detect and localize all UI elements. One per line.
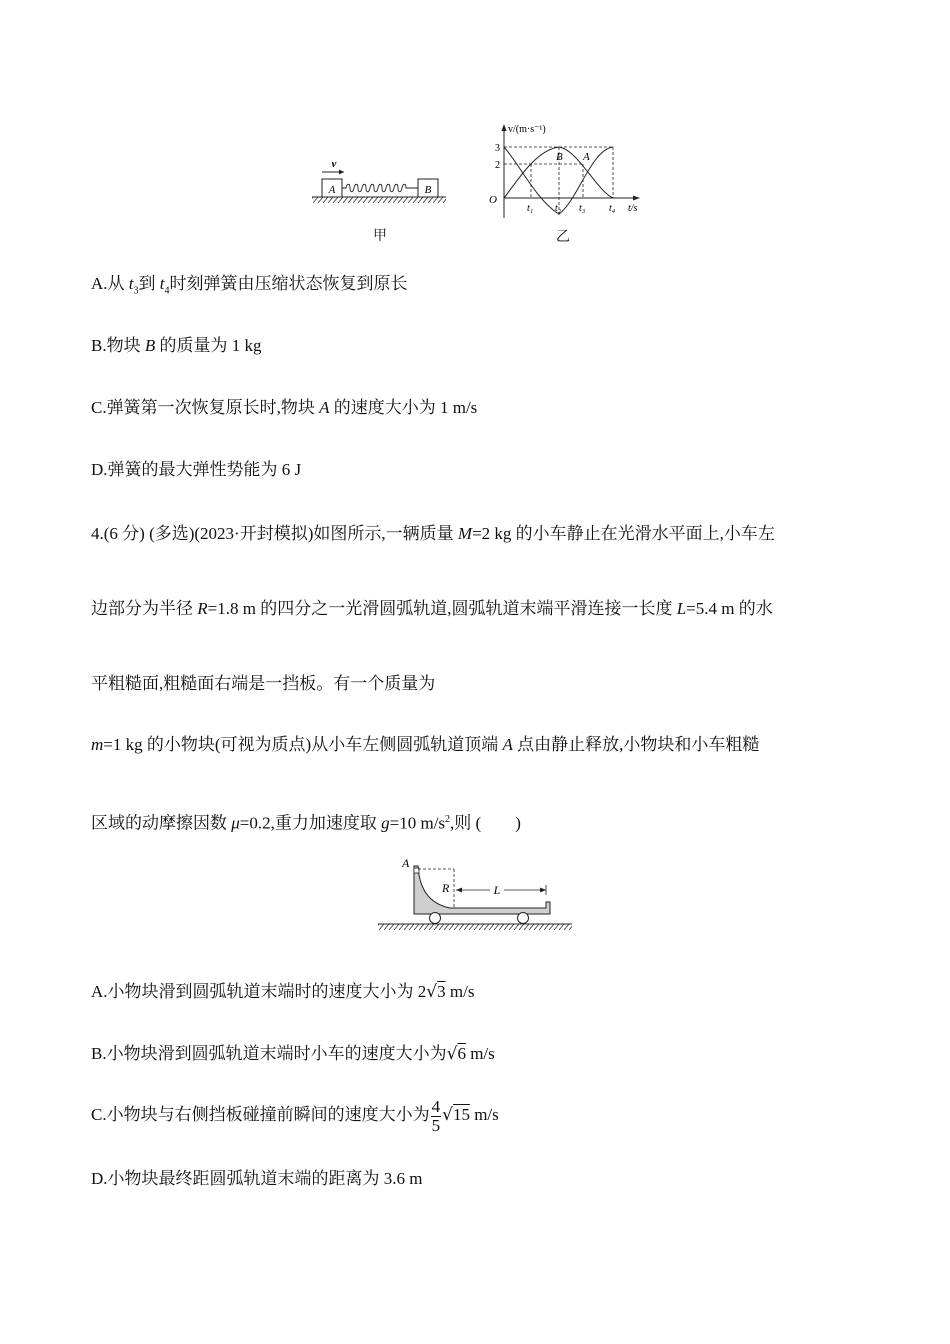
x-axis-label: t/s [628, 203, 638, 214]
ground-hatch [312, 197, 446, 203]
sqrt-icon: √ [446, 1044, 458, 1064]
x-tick-t4: t₄ [609, 203, 616, 214]
x-tick-t1: t₁ [527, 203, 534, 214]
velocity-label: v [331, 158, 337, 170]
caption-jia: 甲 [373, 229, 387, 244]
block-a-label: A [328, 184, 336, 196]
figure-cart [374, 852, 578, 936]
q4-option-d: D.小物块最终距圆弧轨道末端的距离为 3.6 m [91, 1169, 423, 1188]
sqrt-icon: √ [426, 982, 438, 1002]
spring [342, 184, 418, 192]
velocity-arrowhead [339, 170, 344, 175]
q4-stem-line-1: 4.(6 分) (多选)(2023·开封模拟)如图所示,一辆质量 M=2 kg 的小车静止在光滑水平面上,小车左 [91, 524, 775, 543]
origin-label: O [489, 194, 497, 206]
x-tick-t2: t₂ [555, 203, 562, 214]
q4-stem-line-3: 平粗糙面,粗糙面右端是一挡板。有一个质量为 [91, 674, 436, 693]
fraction: $\frac{4}{5}$ [431, 1096, 441, 1135]
curve-b-label: B [556, 151, 563, 163]
y-tick-2: 2 [495, 160, 500, 171]
q3-option-c: C.弹簧第一次恢复原长时,物块 A 的速度大小为 1 m/s [91, 398, 478, 417]
wheel-right [518, 913, 529, 924]
caption-yi: 乙 [556, 230, 570, 245]
length-label: L [493, 883, 501, 897]
x-axis-arrow [633, 196, 640, 201]
x-tick-t3: t₃ [579, 203, 586, 214]
point-a-label: A [402, 856, 410, 870]
sqrt-icon: √ [442, 1105, 453, 1125]
q4-stem-line-2: 边部分为半径 R=1.8 m 的四分之一光滑圆弧轨道,圆弧轨道末端平滑连接一长度 L=5.4 m 的水 [91, 599, 773, 618]
q3-option-d: D.弹簧的最大弹性势能为 6 J [91, 460, 302, 479]
figure-yi [486, 120, 656, 225]
y-tick-3: 3 [495, 143, 500, 154]
floor-hatch [378, 924, 572, 930]
curve-a-label: A [583, 151, 590, 163]
radius-label: R [442, 881, 450, 895]
q4-option-a: A.小物块滑到圆弧轨道末端时的速度大小为 2√3 m/s [91, 982, 475, 1002]
q3-option-b: B.物块 B 的质量为 1 kg [91, 336, 262, 355]
length-arrowhead-left [456, 888, 462, 893]
y-axis-label: v/(m·s⁻¹) [508, 124, 546, 135]
q4-option-b: B.小物块滑到圆弧轨道末端时小车的速度大小为√6 m/s [91, 1044, 495, 1064]
q4-stem-line-5: 区域的动摩擦因数 μ=0.2,重力加速度取 g=10 $m/s^2$,则 ( ) [91, 813, 521, 833]
q3-option-a: A.从 $t_3$到 $t_4$时刻弹簧由压缩状态恢复到原长 [91, 274, 408, 297]
q4-stem-line-4: m=1 kg 的小物块(可视为质点)从小车左侧圆弧轨道顶端 A 点由静止释放,小物块和小车粗糙 [91, 735, 760, 754]
wheel-left [430, 913, 441, 924]
block-b-label: B [424, 184, 432, 196]
q4-option-c: C.小物块与右侧挡板碰撞前瞬间的速度大小为 $\frac{4}{5}$ √15 m/s [91, 1096, 499, 1135]
y-axis-arrow [502, 124, 507, 131]
length-arrowhead-right [540, 888, 546, 893]
